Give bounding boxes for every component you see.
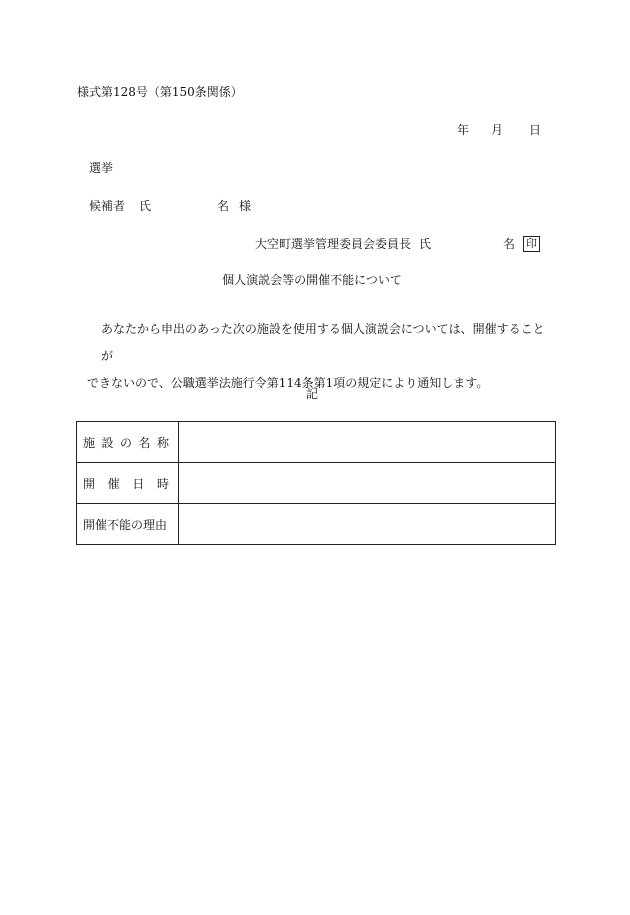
table-row-facility [77, 422, 556, 463]
label-char: 催 [107, 476, 120, 491]
candidate-role-label: 候補者 [89, 199, 126, 213]
date-day-label: 日 [529, 123, 542, 137]
facility-name-label [77, 422, 179, 463]
label-char: 施 [83, 435, 96, 450]
form-number: 様式第128号（第150条関係） [77, 85, 243, 99]
label-char: 称 [156, 435, 169, 450]
date-month-label: 月 [491, 123, 504, 137]
datetime-value[interactable] [179, 463, 556, 504]
table-row-datetime [77, 463, 556, 504]
body-text [79, 316, 555, 397]
issuer-mei-label: 名 [503, 237, 516, 251]
document-title [0, 274, 630, 286]
reason-label [77, 504, 179, 545]
body-line-1: あなたから申出のあった次の施設を使用する個人演説会については、開催することが [101, 322, 545, 363]
label-char: 日 [132, 476, 145, 491]
facility-name-value[interactable] [179, 422, 556, 463]
details-table [76, 421, 556, 545]
seal-mark: 印 [523, 236, 540, 252]
candidate-mei-label: 名 [217, 199, 230, 213]
candidate-shi-label: 氏 [139, 199, 152, 213]
issuer-shi-label: 氏 [419, 237, 432, 251]
ki-label [0, 388, 630, 400]
date-line [457, 124, 541, 136]
label-char: 設 [101, 435, 114, 450]
issuer-title: 大空町選挙管理委員会委員長 [255, 237, 412, 251]
document-title-text: 個人演説会等の開催不能について [222, 273, 402, 287]
date-year-label: 年 [457, 123, 470, 137]
label-char: の [119, 435, 132, 450]
candidate-line [89, 200, 251, 212]
datetime-label [77, 463, 179, 504]
election-label: 選挙 [89, 161, 114, 175]
label-char: 時 [156, 476, 169, 491]
ki-text: 記 [305, 387, 318, 401]
table-row-reason [77, 504, 556, 545]
reason-value[interactable] [179, 504, 556, 545]
body-line-2: できないので、公職選挙法施行令第114条第1項の規定により通知します。 [87, 376, 489, 390]
label-char: 開 [83, 476, 96, 491]
label-char: 名 [138, 435, 151, 450]
candidate-honorific: 様 [239, 199, 252, 213]
issuer-line [255, 236, 540, 252]
reason-label-text: 開催不能の理由 [83, 517, 168, 532]
